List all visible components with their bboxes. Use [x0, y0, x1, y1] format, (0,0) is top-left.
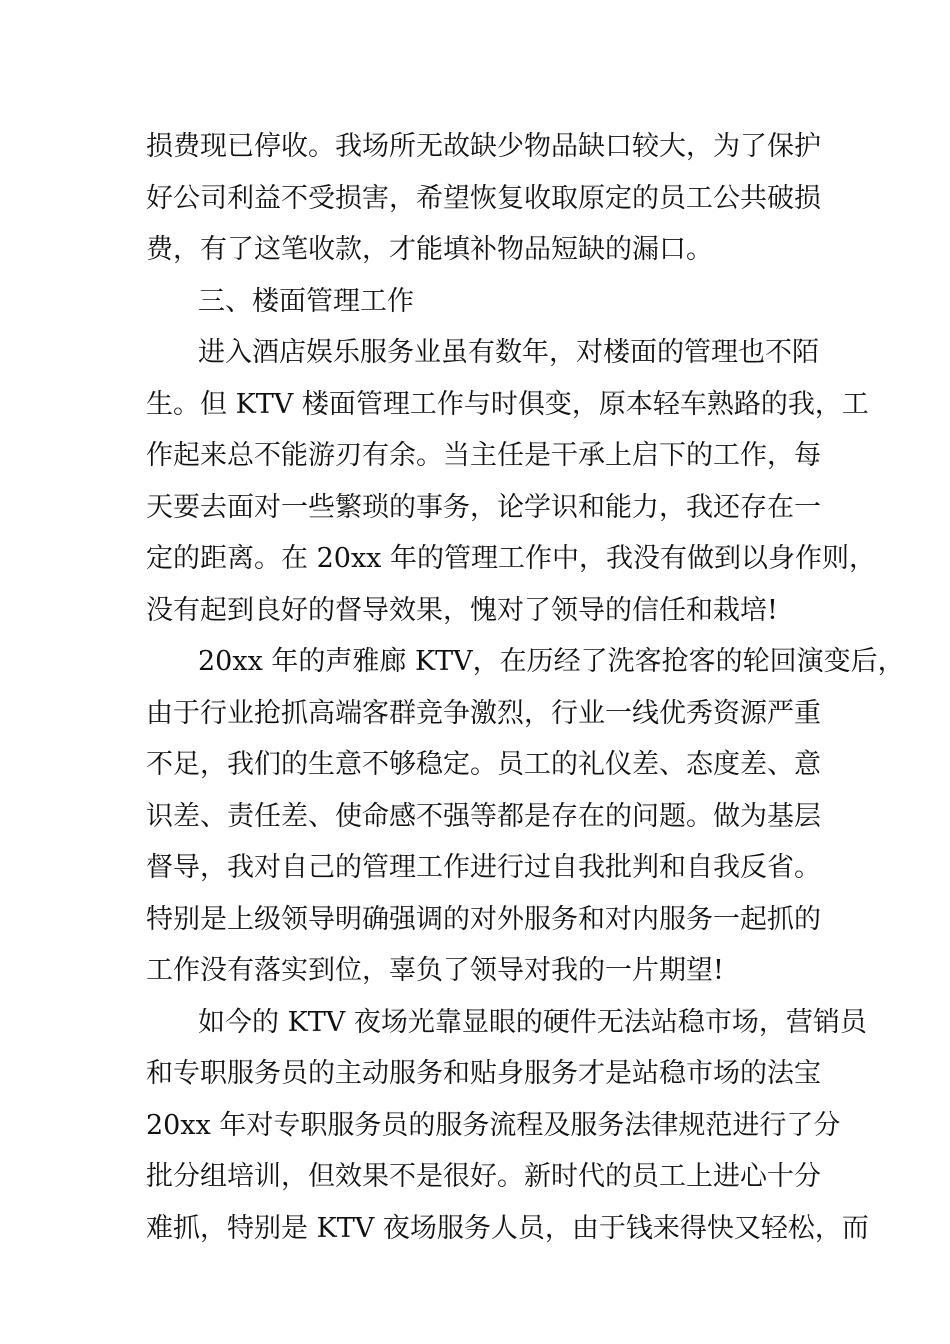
text-line: 难抓，特别是 KTV 夜场服务人员，由于钱来得快又轻松，而	[146, 1212, 869, 1244]
text-line: 定的距离。在 20xx 年的管理工作中，我没有做到以身作则，	[146, 543, 876, 574]
text-line: 识差、责任差、使命感不强等都是存在的问题。做为基层	[146, 800, 821, 832]
text-line: 好公司利益不受损害，希望恢复收取原定的员工公共破损	[146, 182, 821, 214]
text-line: 没有起到良好的督导效果，愧对了领导的信任和栽培!	[146, 594, 778, 626]
section-heading: 三、楼面管理工作	[198, 285, 414, 317]
text-line: 生。但 KTV 楼面管理工作与时俱变，原本轻车熟路的我，工	[146, 388, 869, 420]
text-line: 不足，我们的生意不够稳定。员工的礼仪差、态度差、意	[146, 749, 821, 780]
text-line: 作起来总不能游刃有余。当主任是干承上启下的工作，每	[146, 440, 821, 471]
text-line: 费，有了这笔收款，才能填补物品短缺的漏口。	[146, 234, 713, 265]
text-line: 和专职服务员的主动服务和贴身服务才是站稳市场的法宝	[146, 1058, 821, 1089]
text-line: 进入酒店娱乐服务业虽有数年，对楼面的管理也不陌	[198, 337, 819, 368]
text-line: 天要去面对一些繁琐的事务，论学识和能力，我还存在一	[146, 491, 821, 523]
text-line: 20xx 年的声雅廊 KTV，在历经了洗客抢客的轮回演变后，	[198, 646, 905, 677]
text-line: 损费现已停收。我场所无故缺少物品缺口较大，为了保护	[146, 131, 821, 162]
text-line: 督导，我对自己的管理工作进行过自我批判和自我反省。	[146, 852, 821, 883]
text-line: 由于行业抢抓高端客群竞争激烈，行业一线优秀资源严重	[146, 697, 821, 729]
document-body	[146, 121, 905, 1254]
text-line: 批分组培训，但效果不是很好。新时代的员工上进心十分	[146, 1161, 821, 1192]
text-line: 如今的 KTV 夜场光靠显眼的硬件无法站稳市场，营销员	[198, 1006, 867, 1038]
text-line: 工作没有落实到位，辜负了领导对我的一片期望!	[146, 955, 724, 986]
text-line: 20xx 年对专职服务员的服务流程及服务法律规范进行了分	[146, 1109, 841, 1141]
text-line: 特别是上级领导明确强调的对外服务和对内服务一起抓的	[146, 903, 821, 935]
